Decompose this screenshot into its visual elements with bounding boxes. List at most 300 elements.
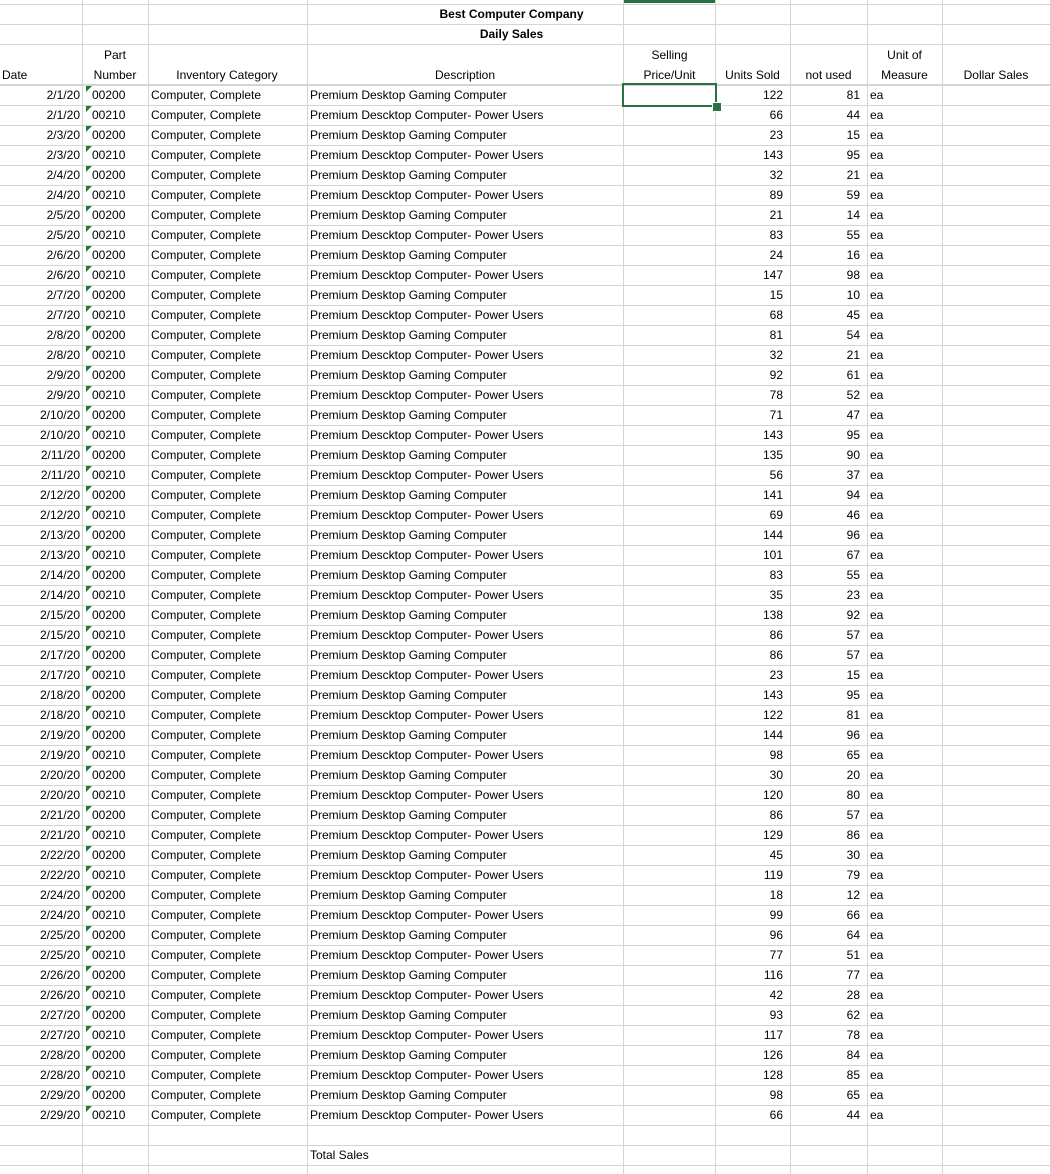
not-used-cell[interactable]: 15 (846, 128, 860, 142)
description-cell[interactable]: Premium Desktop Gaming Computer (310, 208, 507, 222)
header-price-bottom[interactable]: Price/Unit (643, 68, 696, 82)
error-indicator-icon[interactable] (86, 926, 92, 932)
date-cell[interactable]: 2/13/20 (39, 548, 80, 562)
not-used-cell[interactable]: 95 (846, 148, 860, 162)
part-number-cell[interactable]: 00200 (92, 248, 126, 262)
not-used-cell[interactable]: 44 (846, 1108, 860, 1122)
category-cell[interactable]: Computer, Complete (151, 388, 262, 402)
error-indicator-icon[interactable] (86, 326, 92, 332)
error-indicator-icon[interactable] (86, 1066, 92, 1072)
error-indicator-icon[interactable] (86, 486, 92, 492)
category-cell[interactable]: Computer, Complete (151, 188, 262, 202)
unit-of-measure-cell[interactable]: ea (870, 1028, 884, 1042)
unit-of-measure-cell[interactable]: ea (870, 828, 884, 842)
part-number-cell[interactable]: 00210 (92, 428, 126, 442)
error-indicator-icon[interactable] (86, 1006, 92, 1012)
unit-of-measure-cell[interactable]: ea (870, 668, 884, 682)
not-used-cell[interactable]: 47 (846, 408, 860, 422)
date-cell[interactable]: 2/5/20 (46, 228, 80, 242)
header-part-bottom[interactable]: Number (93, 68, 137, 82)
units-sold-cell[interactable]: 45 (769, 848, 783, 862)
error-indicator-icon[interactable] (86, 606, 92, 612)
not-used-cell[interactable]: 85 (846, 1068, 860, 1082)
unit-of-measure-cell[interactable]: ea (870, 508, 884, 522)
category-cell[interactable]: Computer, Complete (151, 308, 262, 322)
units-sold-cell[interactable]: 83 (769, 568, 783, 582)
part-number-cell[interactable]: 00200 (92, 728, 126, 742)
category-cell[interactable]: Computer, Complete (151, 728, 262, 742)
part-number-cell[interactable]: 00200 (92, 488, 126, 502)
date-cell[interactable]: 2/18/20 (39, 708, 80, 722)
description-cell[interactable]: Premium Descktop Computer- Power Users (310, 548, 544, 562)
part-number-cell[interactable]: 00210 (92, 548, 126, 562)
part-number-cell[interactable]: 00200 (92, 1048, 126, 1062)
category-cell[interactable]: Computer, Complete (151, 228, 262, 242)
unit-of-measure-cell[interactable]: ea (870, 748, 884, 762)
unit-of-measure-cell[interactable]: ea (870, 288, 884, 302)
error-indicator-icon[interactable] (86, 846, 92, 852)
category-cell[interactable]: Computer, Complete (151, 1068, 262, 1082)
not-used-cell[interactable]: 52 (846, 388, 860, 402)
date-cell[interactable]: 2/29/20 (39, 1108, 80, 1122)
category-cell[interactable]: Computer, Complete (151, 528, 262, 542)
unit-of-measure-cell[interactable]: ea (870, 548, 884, 562)
date-cell[interactable]: 2/25/20 (39, 948, 80, 962)
part-number-cell[interactable]: 00210 (92, 228, 126, 242)
description-cell[interactable]: Premium Descktop Computer- Power Users (310, 588, 544, 602)
unit-of-measure-cell[interactable]: ea (870, 808, 884, 822)
units-sold-cell[interactable]: 23 (769, 128, 783, 142)
units-sold-cell[interactable]: 66 (769, 108, 783, 122)
unit-of-measure-cell[interactable]: ea (870, 1048, 884, 1062)
units-sold-cell[interactable]: 69 (769, 508, 783, 522)
units-sold-cell[interactable]: 122 (762, 88, 783, 102)
category-cell[interactable]: Computer, Complete (151, 588, 262, 602)
part-number-cell[interactable]: 00210 (92, 108, 126, 122)
error-indicator-icon[interactable] (86, 966, 92, 972)
date-cell[interactable]: 2/27/20 (39, 1008, 80, 1022)
description-cell[interactable]: Premium Desktop Gaming Computer (310, 528, 507, 542)
header-not-used[interactable]: not used (805, 68, 852, 82)
header-part-top[interactable]: Part (103, 48, 126, 62)
not-used-cell[interactable]: 90 (846, 448, 860, 462)
category-cell[interactable]: Computer, Complete (151, 688, 262, 702)
unit-of-measure-cell[interactable]: ea (870, 848, 884, 862)
units-sold-cell[interactable]: 66 (769, 1108, 783, 1122)
category-cell[interactable]: Computer, Complete (151, 828, 262, 842)
description-cell[interactable]: Premium Descktop Computer- Power Users (310, 308, 544, 322)
unit-of-measure-cell[interactable]: ea (870, 268, 884, 282)
not-used-cell[interactable]: 67 (846, 548, 860, 562)
description-cell[interactable]: Premium Desktop Gaming Computer (310, 248, 507, 262)
part-number-cell[interactable]: 00200 (92, 608, 126, 622)
date-cell[interactable]: 2/20/20 (39, 768, 80, 782)
units-sold-cell[interactable]: 81 (769, 328, 783, 342)
part-number-cell[interactable]: 00200 (92, 1008, 126, 1022)
header-dollar-sales[interactable]: Dollar Sales (963, 68, 1029, 82)
date-cell[interactable]: 2/6/20 (46, 248, 80, 262)
total-sales-label[interactable]: Total Sales (310, 1148, 369, 1162)
units-sold-cell[interactable]: 147 (762, 268, 783, 282)
error-indicator-icon[interactable] (86, 226, 92, 232)
error-indicator-icon[interactable] (86, 466, 92, 472)
not-used-cell[interactable]: 95 (846, 428, 860, 442)
error-indicator-icon[interactable] (86, 246, 92, 252)
category-cell[interactable]: Computer, Complete (151, 1088, 262, 1102)
error-indicator-icon[interactable] (86, 166, 92, 172)
units-sold-cell[interactable]: 98 (769, 1088, 783, 1102)
error-indicator-icon[interactable] (86, 406, 92, 412)
not-used-cell[interactable]: 28 (846, 988, 860, 1002)
error-indicator-icon[interactable] (86, 766, 92, 772)
part-number-cell[interactable]: 00200 (92, 448, 126, 462)
unit-of-measure-cell[interactable]: ea (870, 708, 884, 722)
error-indicator-icon[interactable] (86, 366, 92, 372)
error-indicator-icon[interactable] (86, 746, 92, 752)
part-number-cell[interactable]: 00200 (92, 808, 126, 822)
units-sold-cell[interactable]: 77 (769, 948, 783, 962)
category-cell[interactable]: Computer, Complete (151, 428, 262, 442)
category-cell[interactable]: Computer, Complete (151, 668, 262, 682)
date-cell[interactable]: 2/21/20 (39, 808, 80, 822)
not-used-cell[interactable]: 37 (846, 468, 860, 482)
part-number-cell[interactable]: 00200 (92, 328, 126, 342)
description-cell[interactable]: Premium Descktop Computer- Power Users (310, 1068, 544, 1082)
category-cell[interactable]: Computer, Complete (151, 648, 262, 662)
description-cell[interactable]: Premium Desktop Gaming Computer (310, 728, 507, 742)
units-sold-cell[interactable]: 119 (763, 868, 783, 882)
category-cell[interactable]: Computer, Complete (151, 208, 262, 222)
date-cell[interactable]: 2/15/20 (39, 628, 80, 642)
category-cell[interactable]: Computer, Complete (151, 1108, 262, 1122)
error-indicator-icon[interactable] (86, 306, 92, 312)
category-cell[interactable]: Computer, Complete (151, 908, 262, 922)
not-used-cell[interactable]: 44 (846, 108, 860, 122)
error-indicator-icon[interactable] (86, 686, 92, 692)
part-number-cell[interactable]: 00210 (92, 508, 126, 522)
units-sold-cell[interactable]: 138 (762, 608, 783, 622)
error-indicator-icon[interactable] (86, 586, 92, 592)
date-cell[interactable]: 2/20/20 (39, 788, 80, 802)
unit-of-measure-cell[interactable]: ea (870, 528, 884, 542)
unit-of-measure-cell[interactable]: ea (870, 448, 884, 462)
error-indicator-icon[interactable] (86, 426, 92, 432)
error-indicator-icon[interactable] (86, 726, 92, 732)
part-number-cell[interactable]: 00210 (92, 1108, 126, 1122)
description-cell[interactable]: Premium Desktop Gaming Computer (310, 128, 507, 142)
category-cell[interactable]: Computer, Complete (151, 568, 262, 582)
date-cell[interactable]: 2/22/20 (39, 868, 80, 882)
part-number-cell[interactable]: 00210 (92, 1068, 126, 1082)
units-sold-cell[interactable]: 117 (763, 1028, 783, 1042)
units-sold-cell[interactable]: 56 (769, 468, 783, 482)
unit-of-measure-cell[interactable]: ea (870, 688, 884, 702)
error-indicator-icon[interactable] (86, 1026, 92, 1032)
part-number-cell[interactable]: 00200 (92, 408, 126, 422)
unit-of-measure-cell[interactable]: ea (870, 568, 884, 582)
date-cell[interactable]: 2/7/20 (46, 308, 80, 322)
category-cell[interactable]: Computer, Complete (151, 288, 262, 302)
category-cell[interactable]: Computer, Complete (151, 768, 262, 782)
date-cell[interactable]: 2/28/20 (39, 1048, 80, 1062)
category-cell[interactable]: Computer, Complete (151, 468, 262, 482)
error-indicator-icon[interactable] (86, 206, 92, 212)
units-sold-cell[interactable]: 30 (769, 768, 783, 782)
units-sold-cell[interactable]: 78 (769, 388, 783, 402)
description-cell[interactable]: Premium Descktop Computer- Power Users (310, 108, 544, 122)
units-sold-cell[interactable]: 143 (762, 428, 783, 442)
part-number-cell[interactable]: 00210 (92, 868, 126, 882)
error-indicator-icon[interactable] (86, 1106, 92, 1112)
units-sold-cell[interactable]: 141 (762, 488, 783, 502)
date-cell[interactable]: 2/15/20 (39, 608, 80, 622)
description-cell[interactable]: Premium Descktop Computer- Power Users (310, 148, 544, 162)
category-cell[interactable]: Computer, Complete (151, 508, 262, 522)
not-used-cell[interactable]: 14 (846, 208, 860, 222)
part-number-cell[interactable]: 00210 (92, 268, 126, 282)
description-cell[interactable]: Premium Desktop Gaming Computer (310, 448, 507, 462)
not-used-cell[interactable]: 84 (846, 1048, 860, 1062)
description-cell[interactable]: Premium Desktop Gaming Computer (310, 168, 507, 182)
report-subtitle[interactable]: Daily Sales (479, 27, 544, 41)
date-cell[interactable]: 2/11/20 (40, 468, 80, 482)
category-cell[interactable]: Computer, Complete (151, 848, 262, 862)
unit-of-measure-cell[interactable]: ea (870, 948, 884, 962)
part-number-cell[interactable]: 00200 (92, 128, 126, 142)
not-used-cell[interactable]: 61 (846, 368, 860, 382)
category-cell[interactable]: Computer, Complete (151, 1008, 262, 1022)
not-used-cell[interactable]: 10 (846, 288, 860, 302)
description-cell[interactable]: Premium Descktop Computer- Power Users (310, 348, 544, 362)
error-indicator-icon[interactable] (86, 646, 92, 652)
part-number-cell[interactable]: 00210 (92, 308, 126, 322)
not-used-cell[interactable]: 54 (846, 328, 860, 342)
date-cell[interactable]: 2/1/20 (46, 108, 80, 122)
part-number-cell[interactable]: 00200 (92, 928, 126, 942)
description-cell[interactable]: Premium Desktop Gaming Computer (310, 1088, 507, 1102)
error-indicator-icon[interactable] (86, 806, 92, 812)
description-cell[interactable]: Premium Desktop Gaming Computer (310, 928, 507, 942)
part-number-cell[interactable]: 00210 (92, 188, 126, 202)
category-cell[interactable]: Computer, Complete (151, 248, 262, 262)
units-sold-cell[interactable]: 129 (762, 828, 783, 842)
date-cell[interactable]: 2/11/20 (40, 448, 80, 462)
part-number-cell[interactable]: 00210 (92, 748, 126, 762)
not-used-cell[interactable]: 96 (846, 528, 860, 542)
category-cell[interactable]: Computer, Complete (151, 408, 262, 422)
units-sold-cell[interactable]: 98 (769, 748, 783, 762)
not-used-cell[interactable]: 96 (846, 728, 860, 742)
description-cell[interactable]: Premium Descktop Computer- Power Users (310, 948, 544, 962)
category-cell[interactable]: Computer, Complete (151, 948, 262, 962)
unit-of-measure-cell[interactable]: ea (870, 788, 884, 802)
not-used-cell[interactable]: 92 (846, 608, 860, 622)
date-cell[interactable]: 2/8/20 (46, 328, 80, 342)
date-cell[interactable]: 2/3/20 (46, 128, 80, 142)
part-number-cell[interactable]: 00200 (92, 1088, 126, 1102)
category-cell[interactable]: Computer, Complete (151, 128, 262, 142)
date-cell[interactable]: 2/14/20 (39, 588, 80, 602)
category-cell[interactable]: Computer, Complete (151, 328, 262, 342)
date-cell[interactable]: 2/24/20 (39, 888, 80, 902)
units-sold-cell[interactable]: 128 (762, 1068, 783, 1082)
category-cell[interactable]: Computer, Complete (151, 448, 262, 462)
part-number-cell[interactable]: 00210 (92, 788, 126, 802)
part-number-cell[interactable]: 00200 (92, 688, 126, 702)
unit-of-measure-cell[interactable]: ea (870, 388, 884, 402)
category-cell[interactable]: Computer, Complete (151, 988, 262, 1002)
not-used-cell[interactable]: 86 (846, 828, 860, 842)
unit-of-measure-cell[interactable]: ea (870, 488, 884, 502)
part-number-cell[interactable]: 00210 (92, 148, 126, 162)
error-indicator-icon[interactable] (86, 626, 92, 632)
category-cell[interactable]: Computer, Complete (151, 928, 262, 942)
part-number-cell[interactable]: 00200 (92, 968, 126, 982)
error-indicator-icon[interactable] (86, 346, 92, 352)
part-number-cell[interactable]: 00210 (92, 668, 126, 682)
date-cell[interactable]: 2/12/20 (39, 508, 80, 522)
error-indicator-icon[interactable] (86, 906, 92, 912)
date-cell[interactable]: 2/29/20 (39, 1088, 80, 1102)
description-cell[interactable]: Premium Descktop Computer- Power Users (310, 388, 544, 402)
not-used-cell[interactable]: 21 (846, 348, 860, 362)
error-indicator-icon[interactable] (86, 826, 92, 832)
header-uom-top[interactable]: Unit of (887, 48, 922, 62)
not-used-cell[interactable]: 51 (846, 948, 860, 962)
part-number-cell[interactable]: 00200 (92, 208, 126, 222)
units-sold-cell[interactable]: 126 (762, 1048, 783, 1062)
date-cell[interactable]: 2/17/20 (39, 648, 80, 662)
date-cell[interactable]: 2/6/20 (46, 268, 80, 282)
category-cell[interactable]: Computer, Complete (151, 788, 262, 802)
error-indicator-icon[interactable] (86, 886, 92, 892)
description-cell[interactable]: Premium Desktop Gaming Computer (310, 288, 507, 302)
date-cell[interactable]: 2/19/20 (39, 748, 80, 762)
date-cell[interactable]: 2/24/20 (39, 908, 80, 922)
not-used-cell[interactable]: 59 (846, 188, 860, 202)
part-number-cell[interactable]: 00200 (92, 528, 126, 542)
category-cell[interactable]: Computer, Complete (151, 608, 262, 622)
description-cell[interactable]: Premium Descktop Computer- Power Users (310, 868, 544, 882)
description-cell[interactable]: Premium Desktop Gaming Computer (310, 328, 507, 342)
not-used-cell[interactable]: 46 (846, 508, 860, 522)
category-cell[interactable]: Computer, Complete (151, 808, 262, 822)
unit-of-measure-cell[interactable]: ea (870, 968, 884, 982)
part-number-cell[interactable]: 00210 (92, 988, 126, 1002)
header-price-top[interactable]: Selling (651, 48, 688, 62)
unit-of-measure-cell[interactable]: ea (870, 368, 884, 382)
header-category[interactable]: Inventory Category (176, 68, 278, 82)
unit-of-measure-cell[interactable]: ea (870, 408, 884, 422)
not-used-cell[interactable]: 81 (846, 708, 860, 722)
description-cell[interactable]: Premium Descktop Computer- Power Users (310, 188, 544, 202)
company-title[interactable]: Best Computer Company (439, 7, 584, 21)
units-sold-cell[interactable]: 144 (762, 728, 783, 742)
error-indicator-icon[interactable] (86, 786, 92, 792)
active-cell-selection[interactable] (622, 83, 717, 107)
unit-of-measure-cell[interactable]: ea (870, 868, 884, 882)
unit-of-measure-cell[interactable]: ea (870, 108, 884, 122)
unit-of-measure-cell[interactable]: ea (870, 228, 884, 242)
not-used-cell[interactable]: 55 (846, 228, 860, 242)
not-used-cell[interactable]: 65 (846, 748, 860, 762)
unit-of-measure-cell[interactable]: ea (870, 628, 884, 642)
date-cell[interactable]: 2/22/20 (39, 848, 80, 862)
description-cell[interactable]: Premium Desktop Gaming Computer (310, 848, 507, 862)
units-sold-cell[interactable]: 71 (769, 408, 783, 422)
part-number-cell[interactable]: 00210 (92, 468, 126, 482)
not-used-cell[interactable]: 66 (846, 908, 860, 922)
error-indicator-icon[interactable] (86, 186, 92, 192)
units-sold-cell[interactable]: 101 (762, 548, 783, 562)
error-indicator-icon[interactable] (86, 106, 92, 112)
units-sold-cell[interactable]: 86 (769, 648, 783, 662)
category-cell[interactable]: Computer, Complete (151, 708, 262, 722)
part-number-cell[interactable]: 00210 (92, 948, 126, 962)
unit-of-measure-cell[interactable]: ea (870, 468, 884, 482)
description-cell[interactable]: Premium Desktop Gaming Computer (310, 648, 507, 662)
description-cell[interactable]: Premium Desktop Gaming Computer (310, 688, 507, 702)
units-sold-cell[interactable]: 144 (762, 528, 783, 542)
date-cell[interactable]: 2/1/20 (46, 88, 80, 102)
date-cell[interactable]: 2/27/20 (39, 1028, 80, 1042)
not-used-cell[interactable]: 81 (846, 88, 860, 102)
category-cell[interactable]: Computer, Complete (151, 88, 262, 102)
part-number-cell[interactable]: 00210 (92, 1028, 126, 1042)
description-cell[interactable]: Premium Descktop Computer- Power Users (310, 828, 544, 842)
part-number-cell[interactable]: 00210 (92, 348, 126, 362)
unit-of-measure-cell[interactable]: ea (870, 88, 884, 102)
part-number-cell[interactable]: 00200 (92, 168, 126, 182)
not-used-cell[interactable]: 57 (846, 808, 860, 822)
unit-of-measure-cell[interactable]: ea (870, 1088, 884, 1102)
unit-of-measure-cell[interactable]: ea (870, 188, 884, 202)
not-used-cell[interactable]: 12 (846, 888, 860, 902)
category-cell[interactable]: Computer, Complete (151, 868, 262, 882)
not-used-cell[interactable]: 95 (846, 688, 860, 702)
description-cell[interactable]: Premium Desktop Gaming Computer (310, 488, 507, 502)
unit-of-measure-cell[interactable]: ea (870, 428, 884, 442)
description-cell[interactable]: Premium Descktop Computer- Power Users (310, 1108, 544, 1122)
unit-of-measure-cell[interactable]: ea (870, 648, 884, 662)
unit-of-measure-cell[interactable]: ea (870, 308, 884, 322)
category-cell[interactable]: Computer, Complete (151, 168, 262, 182)
unit-of-measure-cell[interactable]: ea (870, 348, 884, 362)
units-sold-cell[interactable]: 120 (762, 788, 783, 802)
part-number-cell[interactable]: 00200 (92, 288, 126, 302)
part-number-cell[interactable]: 00200 (92, 888, 126, 902)
units-sold-cell[interactable]: 143 (762, 148, 783, 162)
units-sold-cell[interactable]: 32 (769, 348, 783, 362)
date-cell[interactable]: 2/26/20 (39, 968, 80, 982)
description-cell[interactable]: Premium Desktop Gaming Computer (310, 808, 507, 822)
units-sold-cell[interactable]: 35 (769, 588, 783, 602)
error-indicator-icon[interactable] (86, 866, 92, 872)
unit-of-measure-cell[interactable]: ea (870, 1108, 884, 1122)
error-indicator-icon[interactable] (86, 146, 92, 152)
unit-of-measure-cell[interactable]: ea (870, 128, 884, 142)
date-cell[interactable]: 2/28/20 (39, 1068, 80, 1082)
unit-of-measure-cell[interactable]: ea (870, 928, 884, 942)
date-cell[interactable]: 2/10/20 (39, 428, 80, 442)
error-indicator-icon[interactable] (86, 526, 92, 532)
not-used-cell[interactable]: 78 (846, 1028, 860, 1042)
header-uom-bottom[interactable]: Measure (881, 68, 928, 82)
description-cell[interactable]: Premium Desktop Gaming Computer (310, 768, 507, 782)
date-cell[interactable]: 2/9/20 (46, 388, 80, 402)
description-cell[interactable]: Premium Descktop Computer- Power Users (310, 228, 544, 242)
header-units-sold[interactable]: Units Sold (725, 68, 780, 82)
